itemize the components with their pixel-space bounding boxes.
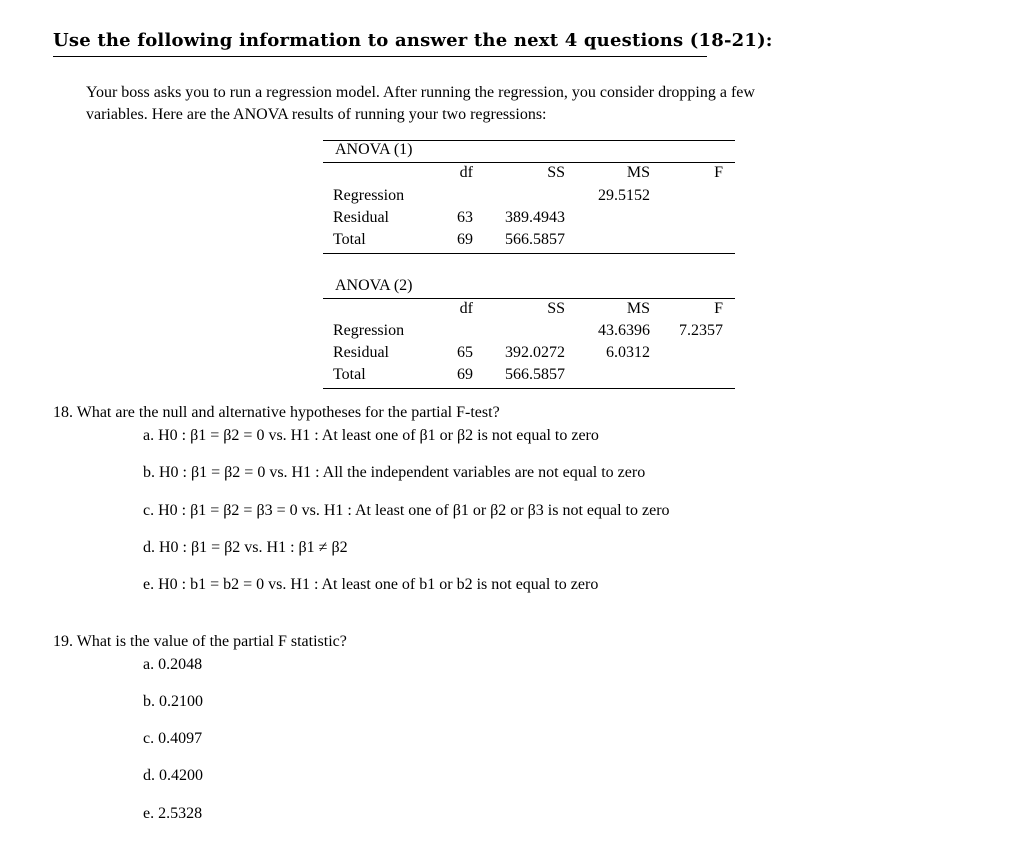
q19-option-d[interactable]	[143, 767, 203, 785]
row-label: Total	[333, 366, 366, 383]
cell-ss: 566.5857	[505, 366, 565, 383]
question-text: What are the null and alternative hypotheses for the partial F-test?	[76, 404, 500, 421]
option-letter: e.	[143, 805, 155, 822]
q18-option-d[interactable]	[143, 539, 348, 557]
option-text: H0 : β1 = β2 = 0 vs. H1 : All the independent variables are not equal to zero	[159, 464, 646, 481]
option-text: 0.2048	[158, 656, 203, 673]
cell-ss: 389.4943	[505, 209, 565, 226]
cell-df: 65	[457, 344, 473, 361]
row-label: Regression	[333, 187, 405, 204]
q18-option-c[interactable]	[143, 502, 670, 520]
option-text: H0 : β1 = β2 vs. H1 : β1 ≠ β2	[159, 539, 348, 556]
q19-option-e[interactable]	[143, 805, 202, 823]
option-letter: d.	[143, 539, 155, 556]
anova-2-title: ANOVA (2)	[335, 277, 413, 294]
option-text: H0 : β1 = β2 = 0 vs. H1 : At least one of β1 or β2 is not equal to zero	[158, 427, 599, 444]
option-letter: a.	[143, 427, 155, 444]
option-text: 0.2100	[159, 693, 203, 710]
option-text: 0.4200	[159, 767, 203, 784]
question-number: 18.	[53, 404, 73, 421]
col-header-ss: SS	[547, 300, 565, 317]
option-text: 2.5328	[158, 805, 203, 822]
anova-table-1	[323, 140, 735, 255]
option-text: 0.4097	[158, 730, 203, 747]
option-letter: b.	[143, 693, 155, 710]
anova-table-2	[323, 276, 735, 391]
q19-option-a[interactable]	[143, 656, 202, 674]
q18-option-e[interactable]	[143, 576, 598, 594]
cell-ms: 6.0312	[606, 344, 650, 361]
col-header-df: df	[459, 164, 473, 181]
question-number: 19.	[53, 633, 73, 650]
option-letter: c.	[143, 502, 155, 519]
question-18	[53, 404, 500, 422]
col-header-df: df	[459, 300, 473, 317]
intro-line-2: variables. Here are the ANOVA results of running your two regressions:	[86, 106, 547, 123]
option-text: H0 : b1 = b2 = 0 vs. H1 : At least one of b1 or b2 is not equal to zero	[158, 576, 599, 593]
q18-option-a[interactable]	[143, 427, 599, 445]
anova-1-title: ANOVA (1)	[335, 141, 413, 158]
cell-ms: 43.6396	[598, 322, 650, 339]
q19-option-b[interactable]	[143, 693, 203, 711]
row-label: Residual	[333, 344, 389, 361]
cell-df: 69	[457, 366, 473, 383]
col-header-f: F	[714, 300, 723, 317]
intro-paragraph	[86, 82, 986, 126]
cell-ms: 29.5152	[598, 187, 650, 204]
option-letter: a.	[143, 656, 155, 673]
col-header-ss: SS	[547, 164, 565, 181]
question-text: What is the value of the partial F statistic?	[76, 633, 347, 650]
option-letter: b.	[143, 464, 155, 481]
question-19	[53, 633, 347, 651]
option-letter: e.	[143, 576, 155, 593]
row-label: Total	[333, 231, 366, 248]
section-header: Use the following information to answer the next 4 questions (18-21):	[53, 30, 773, 51]
col-header-f: F	[714, 164, 723, 181]
cell-f: 7.2357	[679, 322, 723, 339]
col-header-ms: MS	[626, 300, 650, 317]
row-label: Regression	[333, 322, 405, 339]
intro-line-1: Your boss asks you to run a regression model. After running the regression, you consider dropping a few	[86, 84, 755, 101]
header-underline	[53, 56, 707, 57]
row-label: Residual	[333, 209, 389, 226]
option-text: H0 : β1 = β2 = β3 = 0 vs. H1 : At least one of β1 or β2 or β3 is not equal to zero	[158, 502, 670, 519]
q18-option-b[interactable]	[143, 464, 645, 482]
cell-df: 63	[457, 209, 473, 226]
option-letter: c.	[143, 730, 155, 747]
cell-ss: 392.0272	[505, 344, 565, 361]
cell-ss: 566.5857	[505, 231, 565, 248]
col-header-ms: MS	[626, 164, 650, 181]
option-letter: d.	[143, 767, 155, 784]
q19-option-c[interactable]	[143, 730, 202, 748]
cell-df: 69	[457, 231, 473, 248]
